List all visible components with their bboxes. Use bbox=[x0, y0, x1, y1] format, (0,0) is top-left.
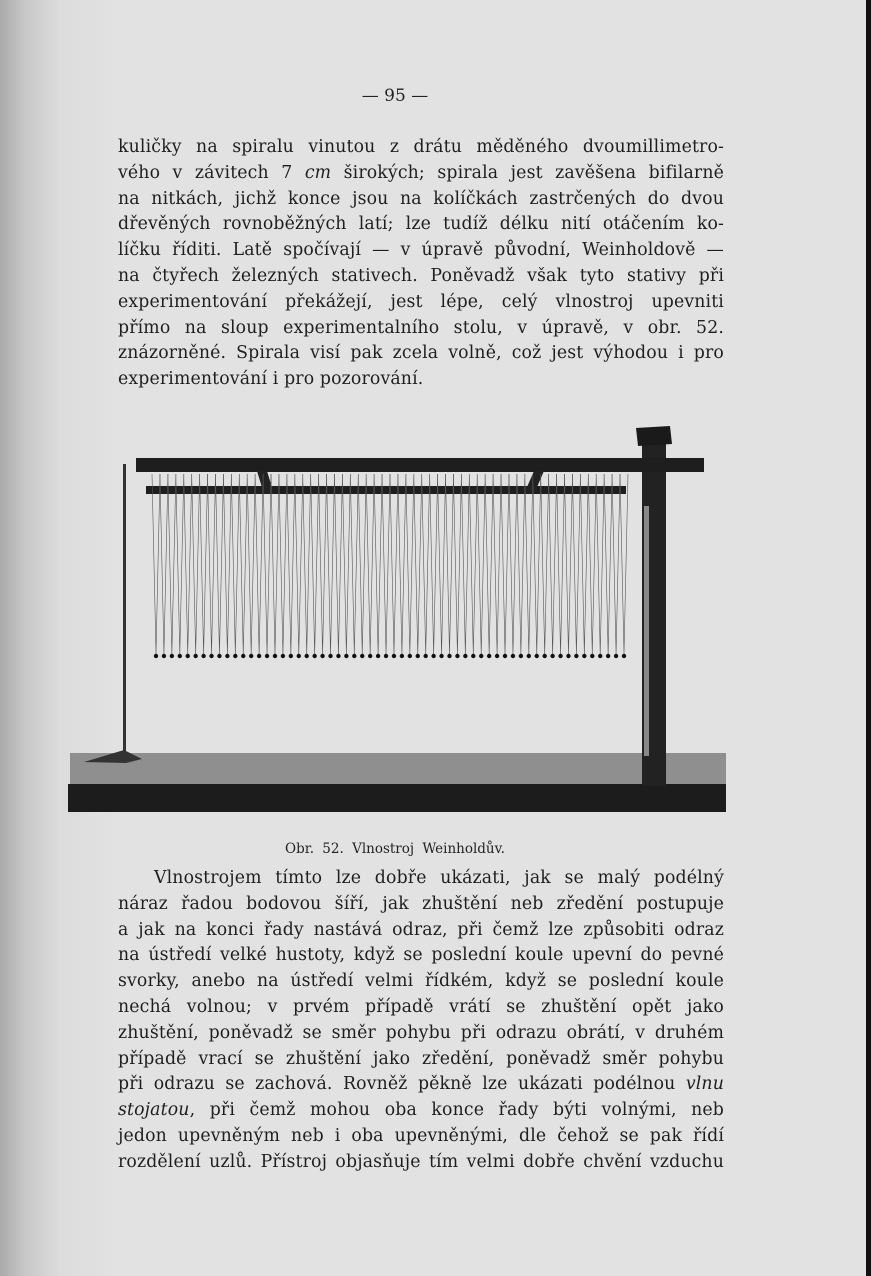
pendulum-thread bbox=[311, 474, 319, 654]
pendulum-ball bbox=[273, 654, 277, 658]
pendulum-thread bbox=[509, 474, 517, 654]
page-edge-shadow bbox=[866, 0, 871, 1276]
pendulum-ball bbox=[416, 654, 420, 658]
pendulum-thread bbox=[239, 474, 247, 654]
pendulum-thread bbox=[160, 474, 168, 654]
pendulum-ball bbox=[154, 654, 158, 658]
pendulum-ball bbox=[186, 654, 190, 658]
pendulum-ball bbox=[352, 654, 356, 658]
pendulum-thread bbox=[422, 474, 430, 654]
pendulum-thread bbox=[374, 474, 382, 654]
text-line: líčku říditi. Latě spočívají — v úpravě původní, Weinholdově — bbox=[118, 240, 724, 261]
pendulum-thread bbox=[588, 474, 596, 654]
pendulum-ball bbox=[614, 654, 618, 658]
pendulum-ball bbox=[265, 654, 269, 658]
pendulum-thread bbox=[334, 474, 342, 654]
pendulum-thread bbox=[350, 474, 358, 654]
text-line: přímo na sloup experimentalního stolu, v úpravě, v obr. 52. bbox=[118, 317, 724, 338]
pendulum-ball bbox=[479, 654, 483, 658]
pendulum-thread bbox=[247, 474, 255, 654]
pendulum-ball bbox=[622, 654, 626, 658]
pendulum-ball bbox=[439, 654, 443, 658]
text-line: a jak na konci řady nastává odraz, při čemž lze způsobiti odraz bbox=[118, 919, 724, 940]
pendulum-ball bbox=[431, 654, 435, 658]
pendulum-ball bbox=[312, 654, 316, 658]
pendulum-thread bbox=[477, 474, 485, 654]
pendulum-ball bbox=[217, 654, 221, 658]
pendulum-ball bbox=[542, 654, 546, 658]
pendulum-thread bbox=[596, 474, 604, 654]
pendulum-ball bbox=[511, 654, 515, 658]
pendulum-ball bbox=[558, 654, 562, 658]
pendulum-thread bbox=[414, 474, 422, 654]
pendulum-thread bbox=[342, 474, 350, 654]
left-stand-rod bbox=[123, 464, 126, 754]
pendulum-thread bbox=[366, 474, 374, 654]
figure-wave-apparatus bbox=[64, 416, 730, 816]
text-line: znázorněné. Spirala visí pak zcela volně, což jest výhodou i pro bbox=[118, 343, 724, 364]
pendulum-thread bbox=[438, 474, 446, 654]
pendulum-thread bbox=[604, 474, 612, 654]
pendulum-thread bbox=[564, 474, 572, 654]
pendulum-thread bbox=[557, 474, 565, 654]
pendulum-ball bbox=[384, 654, 388, 658]
post-highlight bbox=[644, 506, 649, 756]
pendulum-thread bbox=[223, 474, 231, 654]
base-board-top bbox=[70, 753, 726, 788]
text-line: náraz řadou bodovou šíří, jak zhuštění neb zředění postupuje bbox=[118, 893, 724, 914]
text-line: dřevěných rovnoběžných latí; lze tudíž délku nití otáčením ko- bbox=[118, 214, 724, 235]
pendulum-thread bbox=[398, 474, 406, 654]
pendulum-thread bbox=[461, 474, 469, 654]
pendulum-ball bbox=[368, 654, 372, 658]
pendulum-ball bbox=[408, 654, 412, 658]
paragraph-spiral-description bbox=[118, 135, 724, 393]
pendulum-thread bbox=[319, 474, 327, 654]
pendulum-ball bbox=[178, 654, 182, 658]
pendulum-ball bbox=[423, 654, 427, 658]
pendulum-thread bbox=[493, 474, 501, 654]
pendulum-ball bbox=[376, 654, 380, 658]
pendulum-ball bbox=[344, 654, 348, 658]
pendulum-thread bbox=[469, 474, 477, 654]
pendulum-ball bbox=[535, 654, 539, 658]
pendulum-thread bbox=[215, 474, 223, 654]
pendulum-thread bbox=[271, 474, 279, 654]
lower-lath bbox=[146, 486, 626, 494]
pendulum-ball bbox=[336, 654, 340, 658]
text-line: na ústředí velké hustoty, když se poslední koule upevní do pevné bbox=[118, 945, 724, 966]
text-line: vého v závitech 7 cm širokých; spirala jest zavěšena bifilarně bbox=[118, 162, 724, 183]
pendulum-ball bbox=[400, 654, 404, 658]
pendulum-thread bbox=[517, 474, 525, 654]
pendulum-ball bbox=[360, 654, 364, 658]
pendulum-ball bbox=[519, 654, 523, 658]
text-line: experimentování i pro pozorování. bbox=[118, 369, 424, 390]
pendulum-thread bbox=[549, 474, 557, 654]
pendulum-thread bbox=[612, 474, 620, 654]
pendulum-ball bbox=[550, 654, 554, 658]
pendulum-ball bbox=[527, 654, 531, 658]
pendulum-ball bbox=[463, 654, 467, 658]
pendulum-thread bbox=[453, 474, 461, 654]
pendulum-ball bbox=[590, 654, 594, 658]
pendulum-thread bbox=[231, 474, 239, 654]
pendulum-thread bbox=[533, 474, 541, 654]
pendulum-thread bbox=[501, 474, 509, 654]
pendulum-ball bbox=[598, 654, 602, 658]
pendulum-ball bbox=[447, 654, 451, 658]
pendulum-thread bbox=[263, 474, 271, 654]
pendulum-thread bbox=[485, 474, 493, 654]
pendulum-thread bbox=[358, 474, 366, 654]
pendulum-ball bbox=[455, 654, 459, 658]
pendulum-thread bbox=[208, 474, 216, 654]
text-line: stojatou, při čemž mohou oba konce řady býti volnými, neb bbox=[118, 1100, 724, 1121]
pendulum-ball bbox=[201, 654, 205, 658]
text-line: rozdělení uzlů. Přístroj objasňuje tím velmi dobře chvění vzduchu bbox=[118, 1151, 724, 1172]
pendulum-ball bbox=[487, 654, 491, 658]
pendulum-ball bbox=[582, 654, 586, 658]
pendulum-ball bbox=[503, 654, 507, 658]
pendulum-ball bbox=[289, 654, 293, 658]
pendulum-thread bbox=[406, 474, 414, 654]
pendulum-ball bbox=[233, 654, 237, 658]
text-line: nechá volnou; v prvém případě vrátí se zhuštění opět jako bbox=[118, 996, 724, 1017]
pendulum-ball bbox=[566, 654, 570, 658]
pendulum-thread bbox=[445, 474, 453, 654]
pendulum-thread bbox=[295, 474, 303, 654]
pendulum-ball bbox=[257, 654, 261, 658]
page-number: — 95 — bbox=[361, 86, 429, 106]
text-line: jedon upevněným neb i oba upevněnými, dle čehož se pak řídí bbox=[118, 1125, 724, 1146]
pendulum-thread bbox=[192, 474, 200, 654]
pendulum-ball bbox=[241, 654, 245, 658]
pendulum-ball bbox=[606, 654, 610, 658]
pendulum-thread bbox=[200, 474, 208, 654]
pendulum-ball bbox=[162, 654, 166, 658]
text-line: případě vrací se zhuštění jako zředění, poněvadž směr pohybu bbox=[118, 1048, 724, 1069]
pendulum-ball bbox=[281, 654, 285, 658]
apparatus-illustration bbox=[64, 416, 730, 816]
pendulum-ball bbox=[320, 654, 324, 658]
pendulum-thread bbox=[430, 474, 438, 654]
pendulum-ball bbox=[495, 654, 499, 658]
text-line: Vlnostrojem tímto lze dobře ukázati, jak se malý podélný bbox=[154, 868, 724, 888]
pendulum-threads bbox=[152, 474, 628, 654]
pendulum-ball bbox=[193, 654, 197, 658]
pendulum-ball bbox=[170, 654, 174, 658]
text-line: kuličky na spiralu vinutou z drátu měděného dvoumillimetro- bbox=[118, 137, 724, 157]
paragraph-demonstration bbox=[118, 866, 724, 1176]
text-line: experimentování překážejí, jest lépe, celý vlnostroj upevniti bbox=[118, 291, 724, 312]
post-cap bbox=[636, 426, 672, 446]
text-line: na nitkách, jichž konce jsou na kolíčkách zastrčených do dvou bbox=[118, 188, 724, 209]
pendulum-ball bbox=[305, 654, 309, 658]
pendulum-thread bbox=[327, 474, 335, 654]
pendulum-thread bbox=[580, 474, 588, 654]
pendulum-thread bbox=[184, 474, 192, 654]
figure-caption: Obr. 52. Vlnostroj Weinholdův. bbox=[285, 841, 505, 857]
pendulum-thread bbox=[382, 474, 390, 654]
pendulum-thread bbox=[287, 474, 295, 654]
pendulum-thread bbox=[390, 474, 398, 654]
pendulum-thread bbox=[255, 474, 263, 654]
pendulum-thread bbox=[152, 474, 160, 654]
pendulum-ball bbox=[225, 654, 229, 658]
pendulum-ball bbox=[249, 654, 253, 658]
pendulum-thread bbox=[279, 474, 287, 654]
base-board-front bbox=[68, 784, 726, 812]
pendulum-thread bbox=[572, 474, 580, 654]
pendulum-thread bbox=[541, 474, 549, 654]
pendulum-thread bbox=[525, 474, 533, 654]
text-line: zhuštění, poněvadž se směr pohybu při odrazu obrátí, v druhém bbox=[118, 1022, 724, 1043]
pendulum-ball bbox=[209, 654, 213, 658]
pendulum-ball bbox=[471, 654, 475, 658]
pendulum-thread bbox=[168, 474, 176, 654]
pendulum-balls bbox=[154, 654, 626, 658]
pendulum-thread bbox=[620, 474, 628, 654]
pendulum-ball bbox=[574, 654, 578, 658]
pendulum-thread bbox=[303, 474, 311, 654]
pendulum-ball bbox=[328, 654, 332, 658]
pendulum-ball bbox=[392, 654, 396, 658]
pendulum-ball bbox=[297, 654, 301, 658]
top-beam bbox=[136, 458, 704, 472]
text-line: při odrazu se zachová. Rovněž pěkně lze ukázati podélnou vlnu bbox=[118, 1074, 724, 1095]
text-line: svorky, anebo na ústředí velmi řídkém, když se poslední koule bbox=[118, 971, 724, 992]
pendulum-thread bbox=[176, 474, 184, 654]
text-line: na čtyřech železných stativech. Poněvadž však tyto stativy při bbox=[118, 265, 724, 286]
